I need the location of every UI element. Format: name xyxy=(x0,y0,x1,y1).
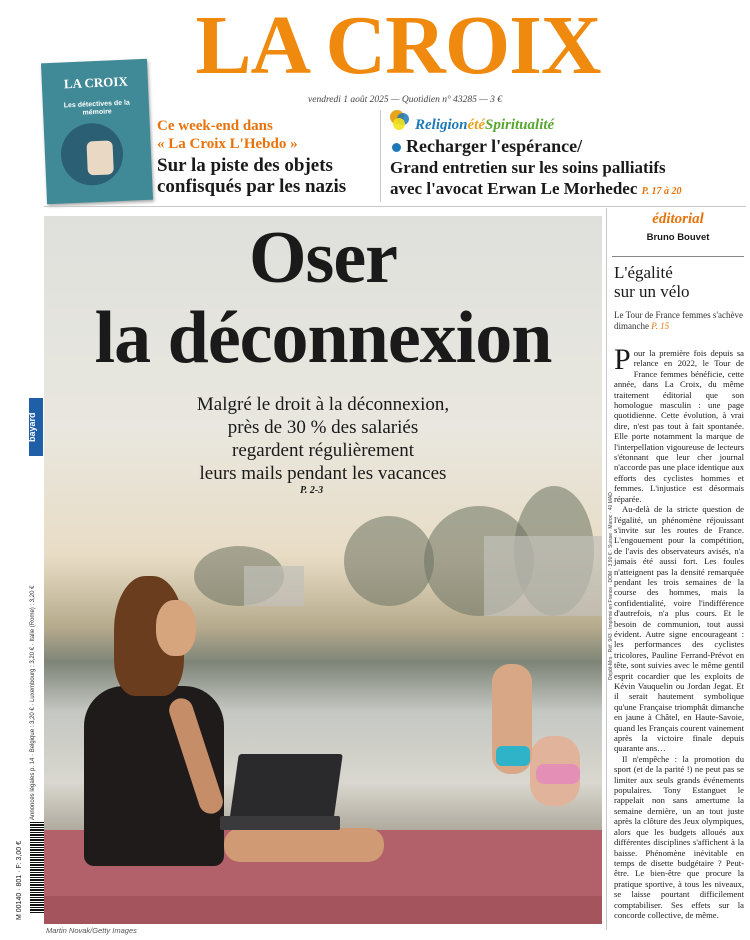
page-reference: P. 15 xyxy=(651,321,670,331)
cover-logo: LA CROIX xyxy=(63,73,129,92)
subhead-line: près de 30 % des salariés xyxy=(227,417,419,438)
subtitle-line: Grand entretien sur les soins palliatifs xyxy=(390,158,666,177)
title-line: Recharger l'espérance/ xyxy=(406,136,583,156)
main-headline[interactable] xyxy=(44,218,602,378)
headline-line: Oser xyxy=(248,217,398,299)
title-line: Sur la piste des objets xyxy=(157,155,333,176)
kicker-spiritualite: Spiritualité xyxy=(485,117,555,133)
photo-blanket xyxy=(44,896,602,924)
weekend-teaser-kicker[interactable] xyxy=(157,117,377,153)
religion-section-kicker[interactable] xyxy=(415,117,554,134)
subtitle-line: avec l'avocat Erwan Le Morhedec xyxy=(390,179,638,198)
bullet-icon xyxy=(392,143,401,152)
photo-tree xyxy=(344,516,434,606)
magazine-cover-thumbnail[interactable] xyxy=(41,59,153,204)
drop-cap: P xyxy=(614,343,631,376)
photo-building xyxy=(244,566,304,606)
photo-woman-face xyxy=(156,600,196,656)
headline-line: la déconnexion xyxy=(94,297,552,379)
photo-child-swimsuit xyxy=(536,764,580,784)
paragraph-text: our la première fois depuis sa relance en 2022, le Tour de France femmes bénéficie, cette année, dans La Croix, du même traitement éditorial que son homologue masculin : une page quotidienne. Cette évolution, à vrai dire, n'est pas tout à fait spontanée. Elle porte notamment la marque de l'interpellation vigoureuse de lecteurs s'étonnant que leur cher journal n'accorde pas une place identique aux efforts des cyclistes hommes et femmes. L'injustice est désormais réparée. xyxy=(614,348,744,504)
kicker-ete: été xyxy=(467,117,485,133)
title-line: L'égalité xyxy=(614,263,673,282)
photo-child-swimsuit xyxy=(496,746,530,766)
cover-illustration-detail xyxy=(86,140,113,175)
main-subheadline xyxy=(44,393,602,485)
subtitle-line-with-page xyxy=(390,178,750,202)
divider xyxy=(612,256,744,257)
editorial-paragraph xyxy=(614,343,744,504)
subhead-line: leurs mails pendant les vacances xyxy=(199,463,447,484)
barcode xyxy=(30,822,44,914)
print-info-text: Dépôt-Mrs · Réf. 943 · Imprimé en France · DOM · 3,90 € · Suisse · Maroc · 40 MAD xyxy=(608,492,614,680)
dateline: vendredi 1 août 2025 — Quotidien n° 43285 — 3 € xyxy=(308,95,502,105)
main-page-reference[interactable]: P. 2-3 xyxy=(300,485,324,496)
deck-text: Le Tour de France femmes s'achève dimanche xyxy=(614,310,744,331)
editorial-paragraph: Au-delà de la stricte question de l'égalité, un phénomène réjouissant s'invite sur les routes de France. L'engouement pour la compétition, de l'avis des observateurs avisés, n'a jamais été aussi fort. Les foules n'atteignent pas la densité remarquée pendant les trois semaines de la course des hommes, mais la confidentialité, voire l'indifférence d'autrefois, n'a plus cours. Et le besoin de communion, tout aussi évident. Autre signe encourageant : les performances des cyclistes tricolores, Pauline Ferrand-Prévot en tête, sont suivies avec le même gentil esprit cocardier que les exploits de Kévin Vauquelin ou Jordan Jegat. Et il serait hautement symbolique qu'une Française triomphât dimanche en jaune à Châtel, en Haute-Savoie, quand les Français courent vainement après la victoire finale depuis quarante ans… xyxy=(614,504,744,754)
editorial-author: Bruno Bouvet xyxy=(646,232,710,243)
religion-section-icon xyxy=(388,108,412,132)
price-text: Annonces légales p. 14 · Belgique : 3,20 € · Luxembourg : 3,20 € · Italie (Rome) : 3,20 € xyxy=(30,585,36,820)
kicker-line: Ce week-end dans xyxy=(157,118,273,134)
price-notice xyxy=(30,585,44,820)
religion-teaser-subtitle[interactable] xyxy=(390,157,750,202)
divider xyxy=(380,110,381,202)
divider xyxy=(44,206,746,207)
bayard-logo xyxy=(29,398,43,456)
editorial-title[interactable] xyxy=(614,263,746,301)
page-reference: P. 17 à 20 xyxy=(641,186,682,197)
title-line: confisqués par les nazis xyxy=(157,176,347,197)
religion-teaser-title[interactable] xyxy=(392,136,722,157)
subhead-line: Malgré le droit à la déconnexion, xyxy=(196,394,450,415)
bayard-label: bayard xyxy=(27,412,37,442)
kicker-line: « La Croix L'Hebdo » xyxy=(157,136,298,152)
column-divider xyxy=(606,208,607,930)
photo-woman-legs xyxy=(224,828,384,862)
editorial-body xyxy=(614,343,744,920)
editorial-deck xyxy=(614,310,746,332)
cover-title: Les détectives de la mémoire xyxy=(63,99,131,117)
photo-building xyxy=(484,536,602,616)
editorial-paragraph: Il n'empêche : la promotion du sport (et de la parité !) ne peut pas se limiter aux seuls grands événements populaires. Tony Estanguet le rappelait non sans amertume la semaine dernière, un an tout juste après la clôture des Jeux olympiques, alors que les budgets alloués aux différentes disciplines s'affichent à la baisse. Phénomène inévitable en temps de disette budgétaire ? Peut-être. Le bien-être que procure la pratique sportive, à tous les niveaux, se laisse pourtant difficilement comptabiliser. Ses effets sur la concorde collective, de même. xyxy=(614,753,744,920)
title-line: sur un vélo xyxy=(614,282,690,301)
kicker-religion: Religion xyxy=(415,117,468,133)
editorial-label: éditorial xyxy=(652,211,704,227)
weekend-teaser-title[interactable] xyxy=(157,155,387,197)
photo-laptop xyxy=(229,754,343,822)
photo-credit: Martin Novak/Getty Images xyxy=(46,926,137,935)
masthead-logo[interactable]: LA CROIX xyxy=(195,0,601,92)
barcode-label xyxy=(10,830,24,920)
photo-laptop-base xyxy=(220,816,340,830)
subhead-line: regardent régulièrement xyxy=(232,440,414,461)
barcode-text: M 00140 · 801 · F: 3,00 € xyxy=(16,841,23,920)
